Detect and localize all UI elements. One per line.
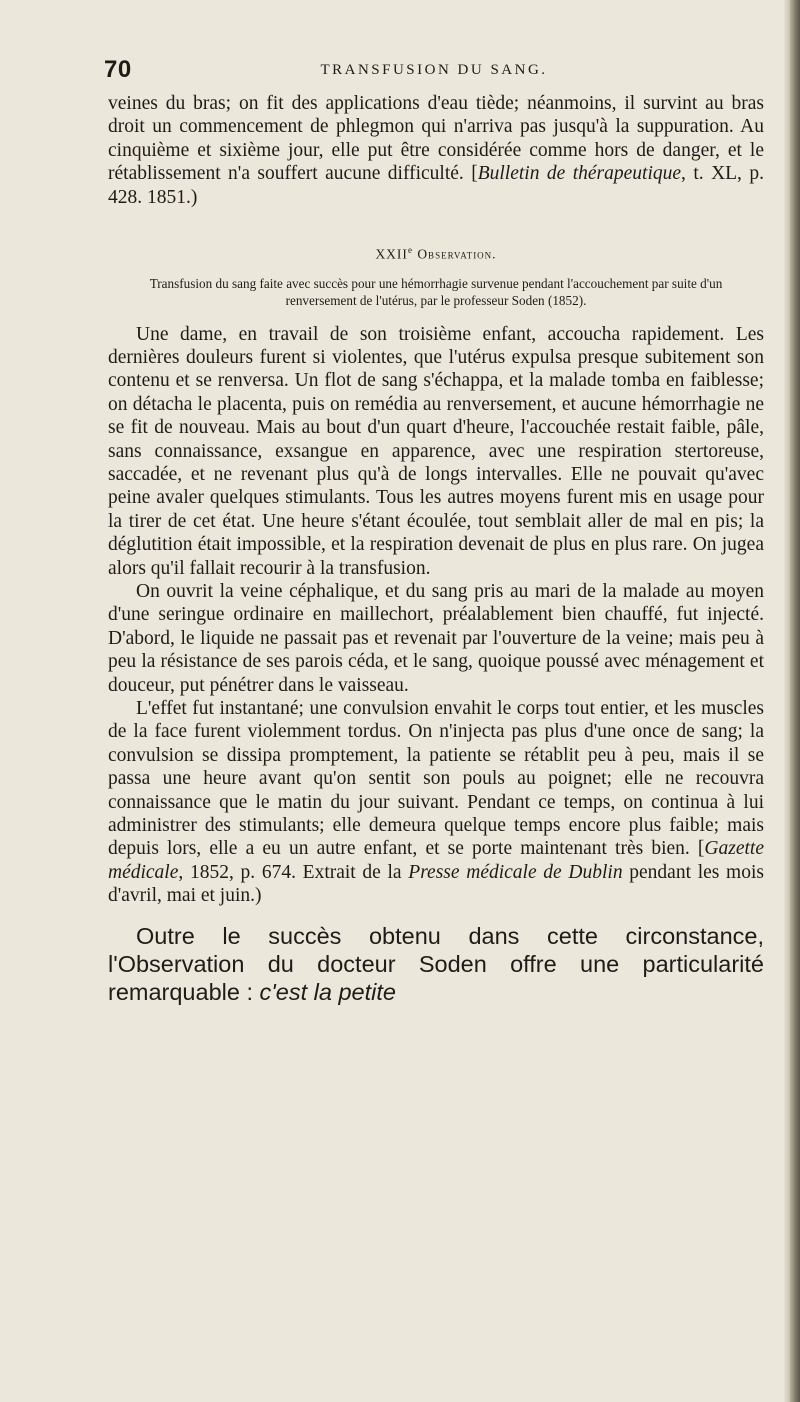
paragraph-text: Outre le succès obtenu dans cette circonstance, l'Observation du docteur Soden offre une particularité remarquable : [108, 922, 764, 1005]
citation-title: Gazette médicale [108, 838, 764, 883]
running-title: TRANSFUSION DU SANG. [320, 62, 548, 78]
citation-title-2: Presse médicale de Dublin [408, 861, 623, 883]
observation-number-sup: e [407, 245, 413, 256]
paragraph-closing [108, 922, 764, 1006]
paragraph-continuation [108, 92, 764, 209]
observation-caption: Transfusion du sang faite avec succès pour une hémorrhagie survenue pendant l'accouchement par suite d'un renversement de l'utérus, par le professeur Soden (1852). [149, 275, 723, 308]
citation-tail: pendant les mois d'avril, mai et juin.) [108, 861, 764, 907]
page-number: 70 [104, 56, 132, 83]
page-body [108, 92, 764, 1006]
paragraph-case-description: Une dame, en travail de son troisième enfant, accoucha rapidement. Les dernières douleurs furent si violentes, que l'utérus expulsa presque subitement son contenu et se renversa. Un flot de sang s'échappa, et la malade tomba en faiblesse; on détacha le placenta, puis on remédia au renversement, et aucune hémorrhagie ne se fit de nouveau. Mais au bout d'un quart d'heure, l'accouchée restait faible, pâle, sans connaissance, exsangue en apparence, avec une respiration stertoreuse, saccadée, et ne revenant plus qu'à de longs intervalles. Elle ne pouvait qu'avec peine avaler quelques stimulants. Tous les autres moyens furent mis en usage pour la tirer de cet état. Une heure s'étant écoulée, tout semblait aller de mal en pis; la déglutition était impossible, et la respiration devenait de plus en plus rare. On jugea alors qu'il fallait recourir à la transfusion. [108, 323, 764, 579]
paragraph-text: veines du bras; on fit des applications d'eau tiède; néanmoins, il survint au bras droit un commencement de phlegmon qui n'arriva pas jusqu'à la suppuration. Au cinquième et sixième jour, elle put être considérée comme hors de danger, et le rétablissement n'a souffert aucune difficulté. [ [108, 93, 764, 185]
paragraph-outcome [108, 697, 764, 908]
observation-heading [108, 245, 764, 263]
citation-title: Bulletin de thérapeutique [477, 163, 682, 185]
closing-italic: c'est la petite [259, 978, 396, 1005]
citation-tail: , t. XL, p. 428. 1851.) [108, 163, 764, 208]
page-edge-highlight [784, 0, 790, 1402]
paragraph-text: L'effet fut instantané; une convulsion envahit le corps tout entier, et les muscles de la face furent violemment tordus. On n'injecta pas plus d'une once de sang; la convulsion se dissipa promptement, la patiente se rétablit peu à peu, mais il se passa une heure avant qu'on sentit son pouls au poignet; elle ne recouvra connaissance que le matin du jour suivant. Pendant ce temps, on continua à lui administrer des stimulants; elle demeura quelque temps encore plus faible; mais depuis lors, elle a eu un autre enfant, et se porte maintenant très bien. [ [108, 698, 764, 860]
observation-number: XXII [375, 246, 408, 262]
paragraph-procedure: On ouvrit la veine céphalique, et du sang pris au mari de la malade au moyen d'une seringue ordinaire en maillechort, préalablement bien chauffé, fut injecté. D'abord, le liquide ne passait pas et revenait par l'ouverture de la veine; mais peu à peu la résistance de ses parois céda, et le sang, quoique poussé avec ménagement et douceur, put pénétrer dans le vaisseau. [108, 581, 764, 696]
observation-label: Observation. [417, 246, 497, 262]
citation-middle: , 1852, p. 674. Extrait de la [178, 861, 409, 883]
running-head [104, 56, 764, 84]
